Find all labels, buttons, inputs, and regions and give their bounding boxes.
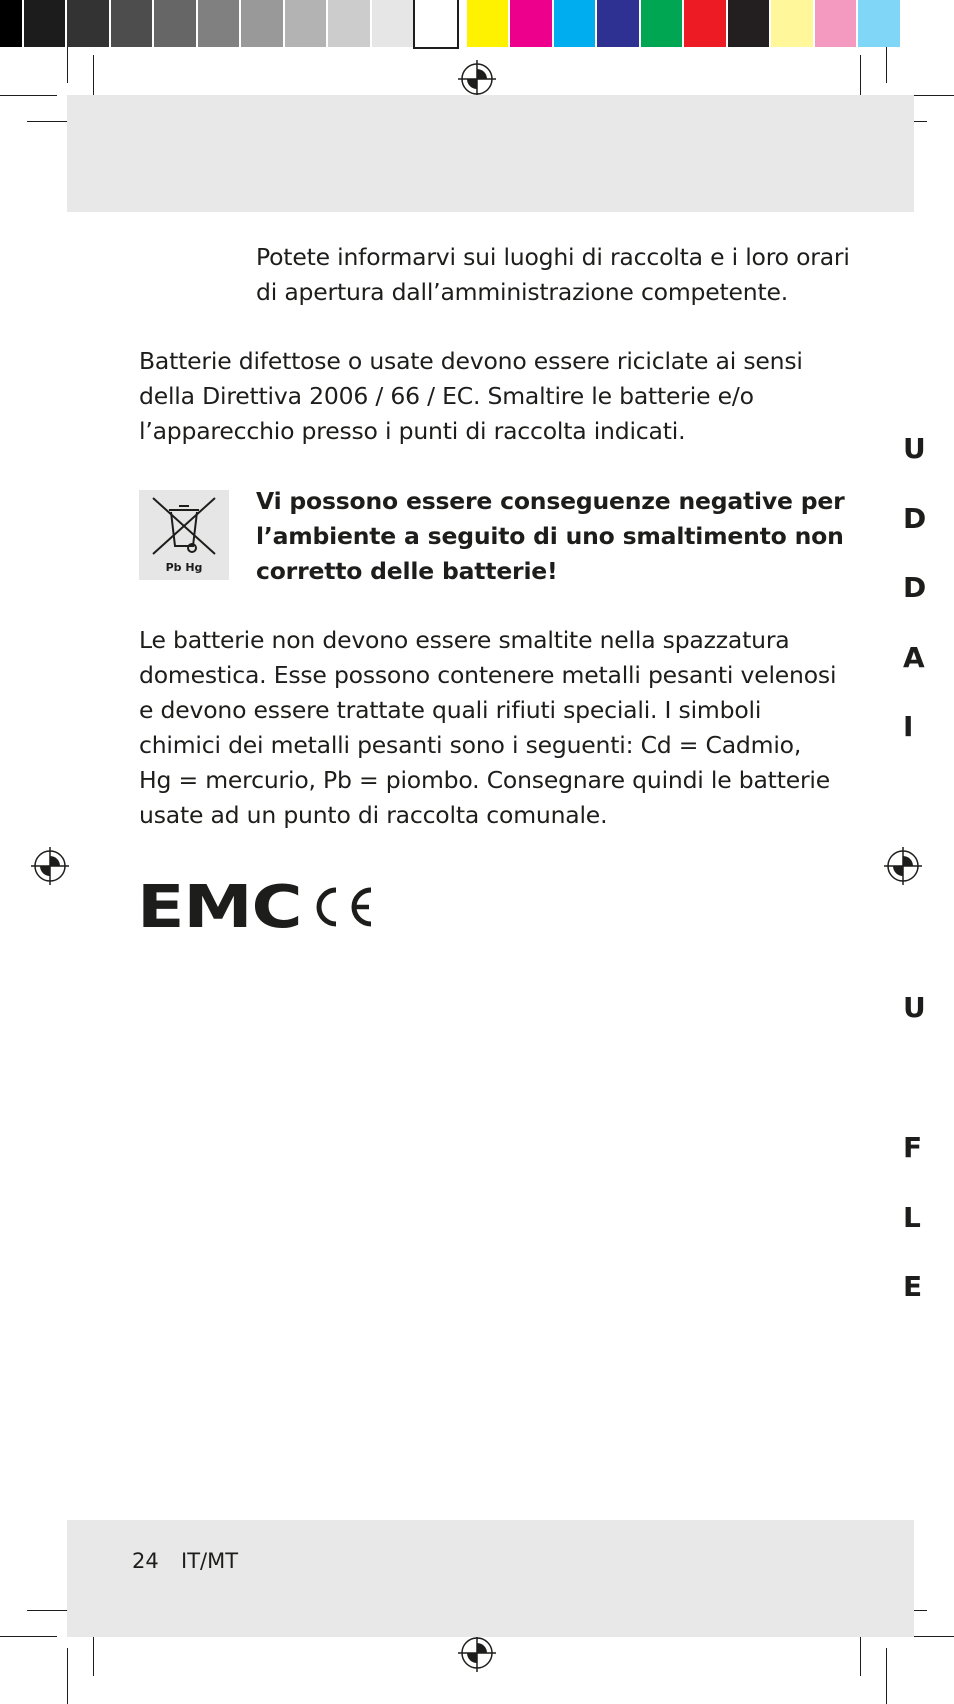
calibration-swatch [815,0,857,47]
color-calibration-bar [0,0,954,47]
calibration-swatch [467,0,509,47]
adjacent-page-letter: L [903,1201,921,1234]
calibration-swatch [24,0,66,47]
adjacent-page-letter: D [903,571,927,604]
calibration-swatch [67,0,109,47]
calibration-swatch [111,0,153,47]
calibration-swatch [198,0,240,47]
calibration-swatch [285,0,327,47]
calibration-swatch [728,0,770,47]
collection-info-paragraph: Potete informarvi sui luoghi di raccolta e i loro orari di apertura dall’amministrazione competente. [256,243,850,306]
weee-symbol [139,490,229,580]
battery-recycling-paragraph: Batterie difettose o usate devono essere riciclate ai sensi della Direttiva 2006 / 66 / EC. Smaltire le batterie e/o l’apparecchio presso i punti di raccolta indicati. [139,347,803,445]
adjacent-page-letter: F [903,1131,923,1164]
crop-mark [67,47,68,83]
calibration-swatch [641,0,683,47]
calibration-swatch [154,0,196,47]
adjacent-page-letter: I [903,710,914,743]
page-number: 24 [132,1549,159,1573]
crop-mark [886,47,887,83]
registration-mark-icon [884,847,922,885]
header-band [67,95,914,212]
emc-logo: EMC [137,872,302,941]
crossed-out-wheelie-bin-icon [139,490,229,562]
calibration-swatch [510,0,552,47]
calibration-swatch [372,0,414,47]
locale-label: IT/MT [181,1549,239,1573]
registration-mark-icon [458,1634,496,1672]
calibration-swatch [684,0,726,47]
footer-band [67,1520,914,1637]
adjacent-page-letter: E [903,1270,923,1303]
calibration-swatch [597,0,639,47]
crop-mark [67,1648,68,1704]
calibration-swatch [241,0,283,47]
calibration-swatch [858,0,900,47]
calibration-swatch [415,0,457,47]
crop-mark [886,1648,887,1704]
calibration-swatch [771,0,813,47]
registration-mark-icon [458,60,496,98]
adjacent-page-letter: U [903,432,926,465]
calibration-swatch [328,0,370,47]
calibration-swatch [0,0,22,47]
weee-label: Pb Hg [165,561,203,574]
warning-text: Vi possono essere conseguenze negative per l’ambiente a seguito di uno smaltimento non corretto delle batterie! [256,487,845,585]
crop-mark [0,1636,57,1637]
adjacent-page-letter: U [903,991,926,1024]
calibration-swatch [554,0,596,47]
registration-mark-icon [31,847,69,885]
ce-mark-icon [309,884,375,930]
crop-mark [0,95,57,96]
adjacent-page-letter: D [903,502,927,535]
adjacent-page-letter: A [903,641,925,674]
heavy-metals-paragraph: Le batterie non devono essere smaltite nella spazzatura domestica. Esse possono contenere metalli pesanti velenosi e devono essere trattate quali rifiuti speciali. I simboli chimici dei metalli pesanti sono i seguenti: Cd = Cadmio, Hg = mercurio, Pb = piombo. Consegnare quindi le batterie usate ad un punto di raccolta comunale. [139,626,837,829]
